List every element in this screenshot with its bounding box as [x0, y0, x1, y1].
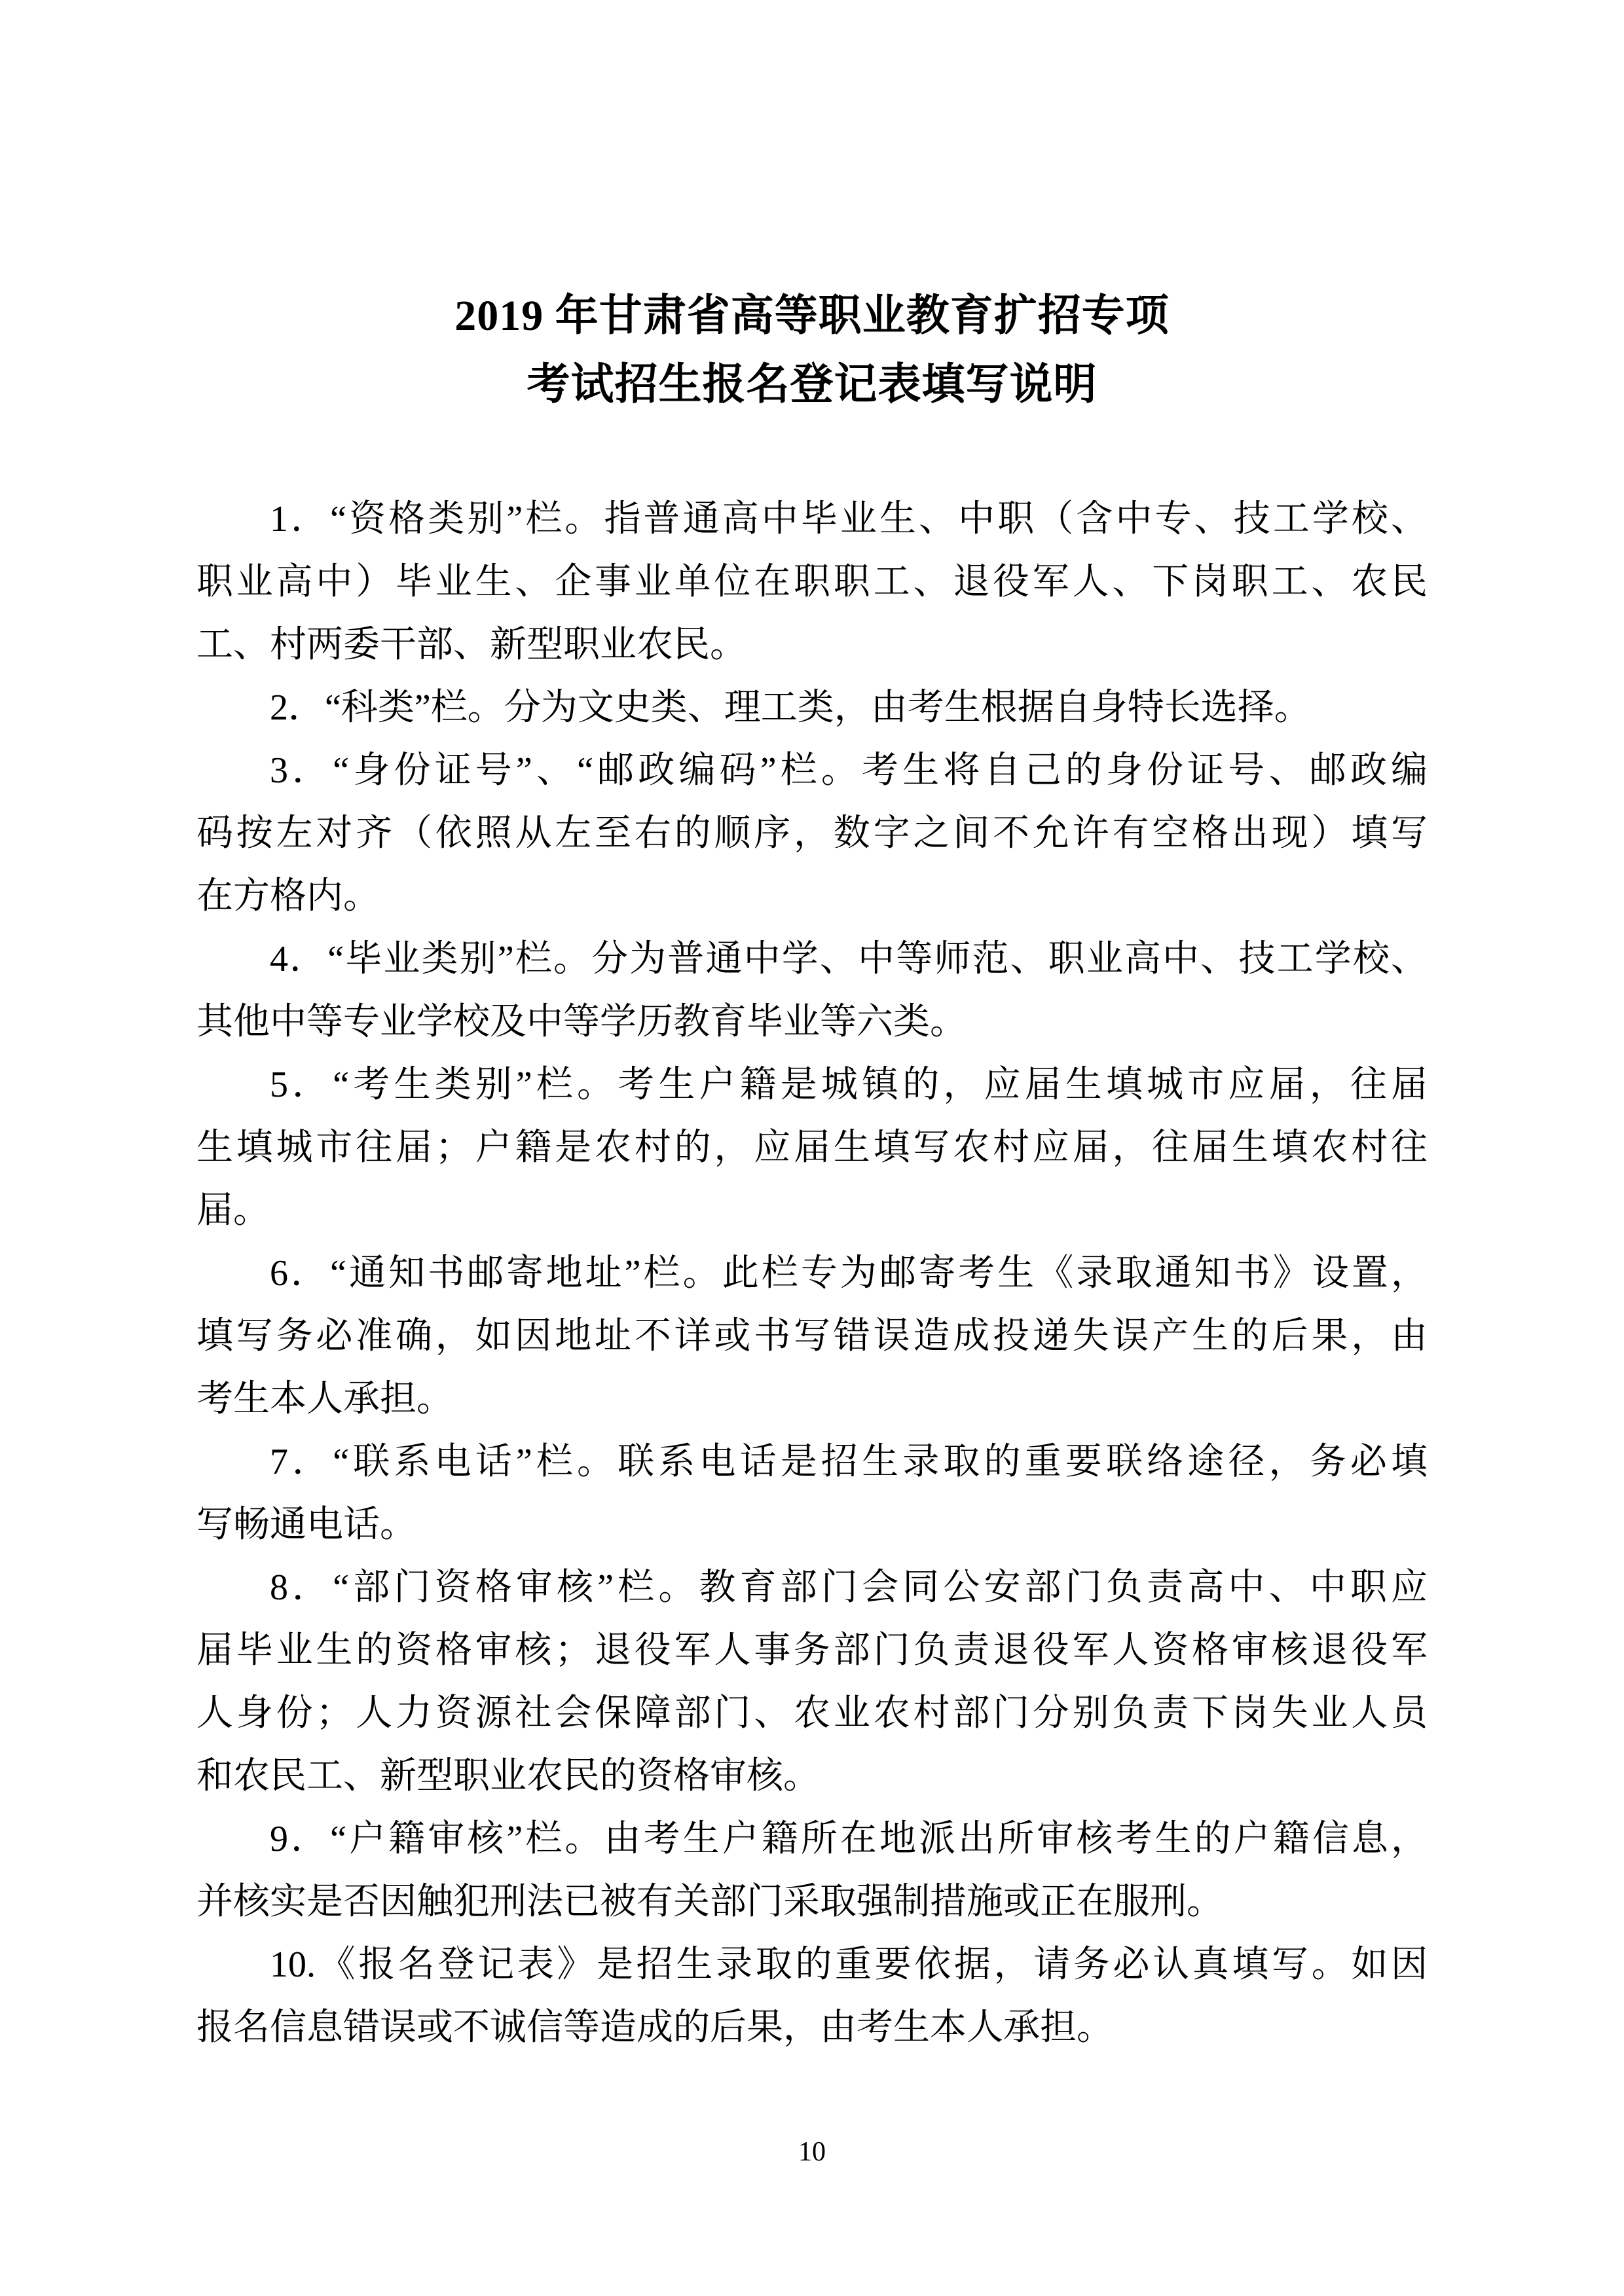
page-number: 10 [798, 2137, 826, 2167]
document-title [0, 282, 1624, 419]
body-line: 届。 [196, 1190, 270, 1231]
body-line: 7．“联系电话”栏。联系电话是招生录取的重要联络途径，务必填 [270, 1442, 1428, 1482]
paragraph-7 [196, 1430, 1428, 1556]
paragraph-9 [196, 1808, 1428, 1933]
body-line: 3．“身份证号”、“邮政编码”栏。考生将自己的身份证号、邮政编 [270, 750, 1428, 791]
paragraph-8 [196, 1556, 1428, 1808]
body-line: 在方格内。 [196, 876, 380, 917]
body-line: 码按左对齐（依照从左至右的顺序，数字之间不允许有空格出现）填写 [196, 813, 1428, 854]
document-title-line2: 考试招生报名登记表填写说明 [526, 361, 1098, 409]
body-line: 和农民工、新型职业农民的资格审核。 [196, 1756, 820, 1796]
paragraph-1 [196, 488, 1428, 676]
body-line: 1．“资格类别”栏。指普通高中毕业生、中职（含中专、技工学校、 [270, 499, 1428, 539]
body-line: 写畅通电话。 [196, 1504, 416, 1545]
body-line: 10.《报名登记表》是招生录取的重要依据，请务必认真填写。如因 [270, 1944, 1428, 1985]
body-line: 报名信息错误或不诚信等造成的后果，由考生本人承担。 [196, 2007, 1113, 2048]
body-line: 填写务必准确，如因地址不详或书写错误造成投递失误产生的后果，由 [196, 1316, 1428, 1357]
body-line: 其他中等专业学校及中等学历教育毕业等六类。 [196, 1002, 967, 1042]
body-line: 人身份；人力资源社会保障部门、农业农村部门分别负责下岗失业人员 [196, 1693, 1428, 1734]
document-title-line1: 2019 年甘肃省高等职业教育扩招专项 [454, 292, 1170, 340]
body-line: 2．“科类”栏。分为文史类、理工类，由考生根据自身特长选择。 [270, 687, 1311, 728]
body-line: 并核实是否因触犯刑法已被有关部门采取强制措施或正在服刑。 [196, 1882, 1223, 1922]
body-line: 6．“通知书邮寄地址”栏。此栏专为邮寄考生《录取通知书》设置， [270, 1253, 1428, 1294]
body-line: 职业高中）毕业生、企事业单位在职职工、退役军人、下岗职工、农民 [196, 562, 1428, 602]
document-body [196, 488, 1428, 2059]
paragraph-10 [196, 1933, 1428, 2059]
paragraph-3 [196, 739, 1428, 928]
body-line: 生填城市往届；户籍是农村的，应届生填写农村应届，往届生填农村往 [196, 1127, 1428, 1168]
body-line: 9．“户籍审核”栏。由考生户籍所在地派出所审核考生的户籍信息， [270, 1819, 1428, 1859]
paragraph-6 [196, 1242, 1428, 1430]
body-line: 工、村两委干部、新型职业农民。 [196, 625, 747, 665]
paragraph-2 [196, 676, 1428, 739]
body-line: 届毕业生的资格审核；退役军人事务部门负责退役军人资格审核退役军 [196, 1630, 1428, 1671]
body-line: 5．“考生类别”栏。考生户籍是城镇的，应届生填城市应届，往届 [270, 1065, 1428, 1105]
paragraph-4 [196, 928, 1428, 1053]
paragraph-5 [196, 1053, 1428, 1242]
body-line: 8．“部门资格审核”栏。教育部门会同公安部门负责高中、中职应 [270, 1567, 1428, 1608]
body-line: 考生本人承担。 [196, 1379, 453, 1419]
body-line: 4．“毕业类别”栏。分为普通中学、中等师范、职业高中、技工学校、 [270, 939, 1428, 979]
